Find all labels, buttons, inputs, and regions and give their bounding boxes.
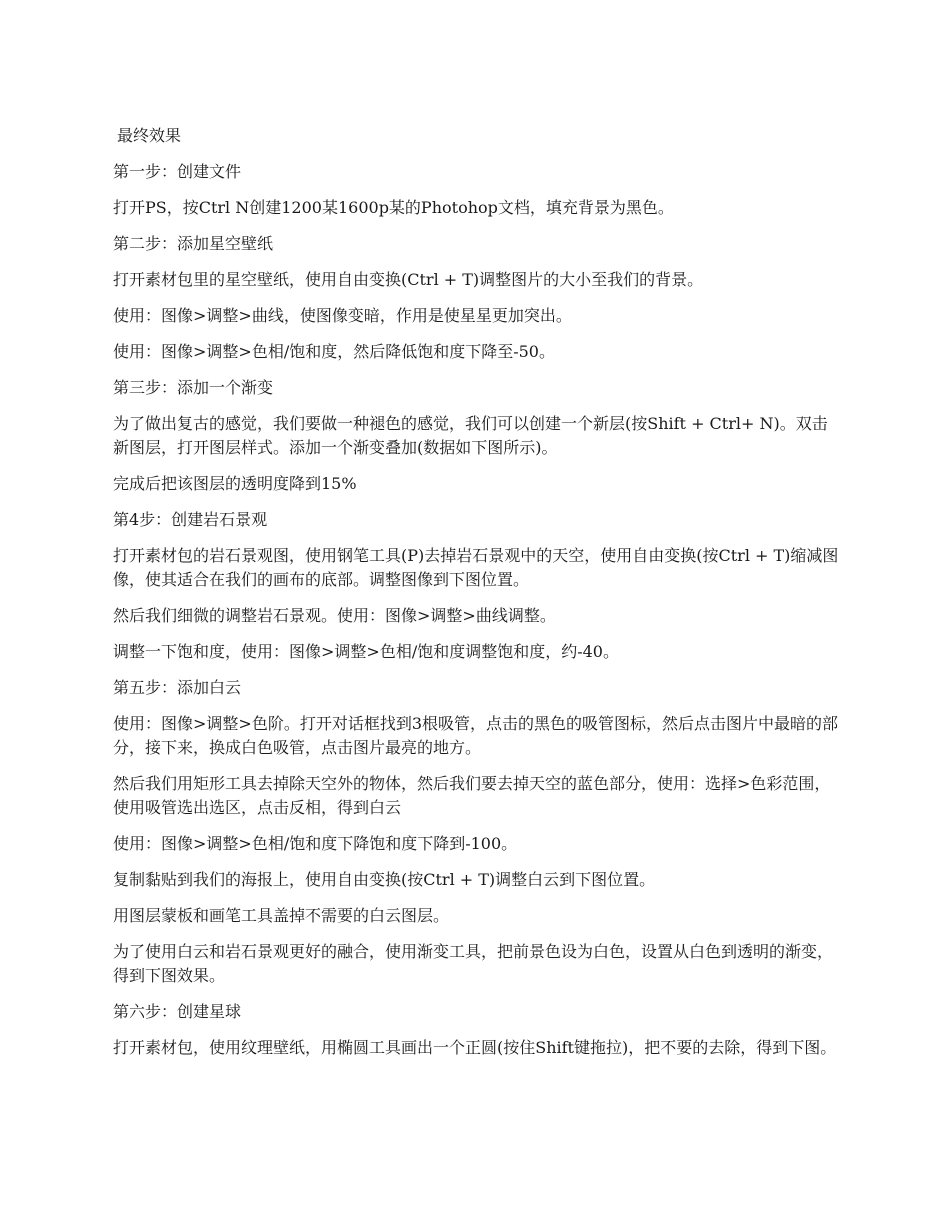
step-2-text-1: 打开素材包里的星空壁纸，使用自由变换(Ctrl + T)调整图片的大小至我们的背景。 (113, 270, 704, 289)
step-6-heading: 第六步：创建星球 (113, 1002, 242, 1021)
step-2-text-2: 使用：图像>调整>曲线，使图像变暗，作用是使星星更加突出。 (113, 306, 572, 325)
step-5-text-4: 复制黏贴到我们的海报上，使用自由变换(按Ctrl + T)调整白云到下图位置。 (113, 870, 656, 889)
step-4-heading: 第4步：创建岩石景观 (113, 510, 268, 529)
final-effect-caption: 最终效果 (117, 126, 182, 145)
step-3-text-1: 为了做出复古的感觉，我们要做一种褪色的感觉，我们可以创建一个新层(按Shift + Ctrl+ N)。双击新图层，打开图层样式。添加一个渐变叠加(数据如下图所示)。 (113, 414, 828, 457)
step-6-text-1: 打开素材包，使用纹理壁纸，用椭圆工具画出一个正圆(按住Shift键拖拉)，把不要的去除，得到下图。 (113, 1038, 837, 1057)
document-body (113, 124, 843, 1072)
step-5-text-1: 使用：图像>调整>色阶。打开对话框找到3根吸管，点击的黑色的吸管图标，然后点击图片中最暗的部分，接下来，换成白色吸管，点击图片最亮的地方。 (113, 714, 838, 757)
step-1-text: 打开PS，按Ctrl N创建1200某1600p某的Photohop文档，填充背景为黑色。 (113, 198, 674, 217)
step-4-text-2: 然后我们细微的调整岩石景观。使用：图像>调整>曲线调整。 (113, 606, 556, 625)
step-2-text-3: 使用：图像>调整>色相/饱和度，然后降低饱和度下降至-50。 (113, 342, 555, 361)
step-4-text-1: 打开素材包的岩石景观图，使用钢笔工具(P)去掉岩石景观中的天空，使用自由变换(按Ctrl + T)缩减图像，使其适合在我们的画布的底部。调整图像到下图位置。 (113, 546, 839, 589)
step-3-heading: 第三步：添加一个渐变 (113, 378, 274, 397)
step-1-heading: 第一步：创建文件 (113, 162, 242, 181)
step-5-text-6: 为了使用白云和岩石景观更好的融合，使用渐变工具，把前景色设为白色，设置从白色到透明的渐变，得到下图效果。 (113, 942, 834, 985)
step-4-text-3: 调整一下饱和度，使用：图像>调整>色相/饱和度调整饱和度，约-40。 (113, 642, 619, 661)
step-5-heading: 第五步：添加白云 (113, 678, 242, 697)
step-2-heading: 第二步：添加星空壁纸 (113, 234, 274, 253)
step-5-text-3: 使用：图像>调整>色相/饱和度下降饱和度下降到-100。 (113, 834, 518, 853)
step-3-text-2: 完成后把该图层的透明度降到15% (113, 474, 357, 493)
step-5-text-5: 用图层蒙板和画笔工具盖掉不需要的白云图层。 (113, 906, 450, 925)
step-5-text-2: 然后我们用矩形工具去掉除天空外的物体，然后我们要去掉天空的蓝色部分，使用：选择>色彩范围，使用吸管选出选区，点击反相，得到白云 (113, 774, 831, 817)
